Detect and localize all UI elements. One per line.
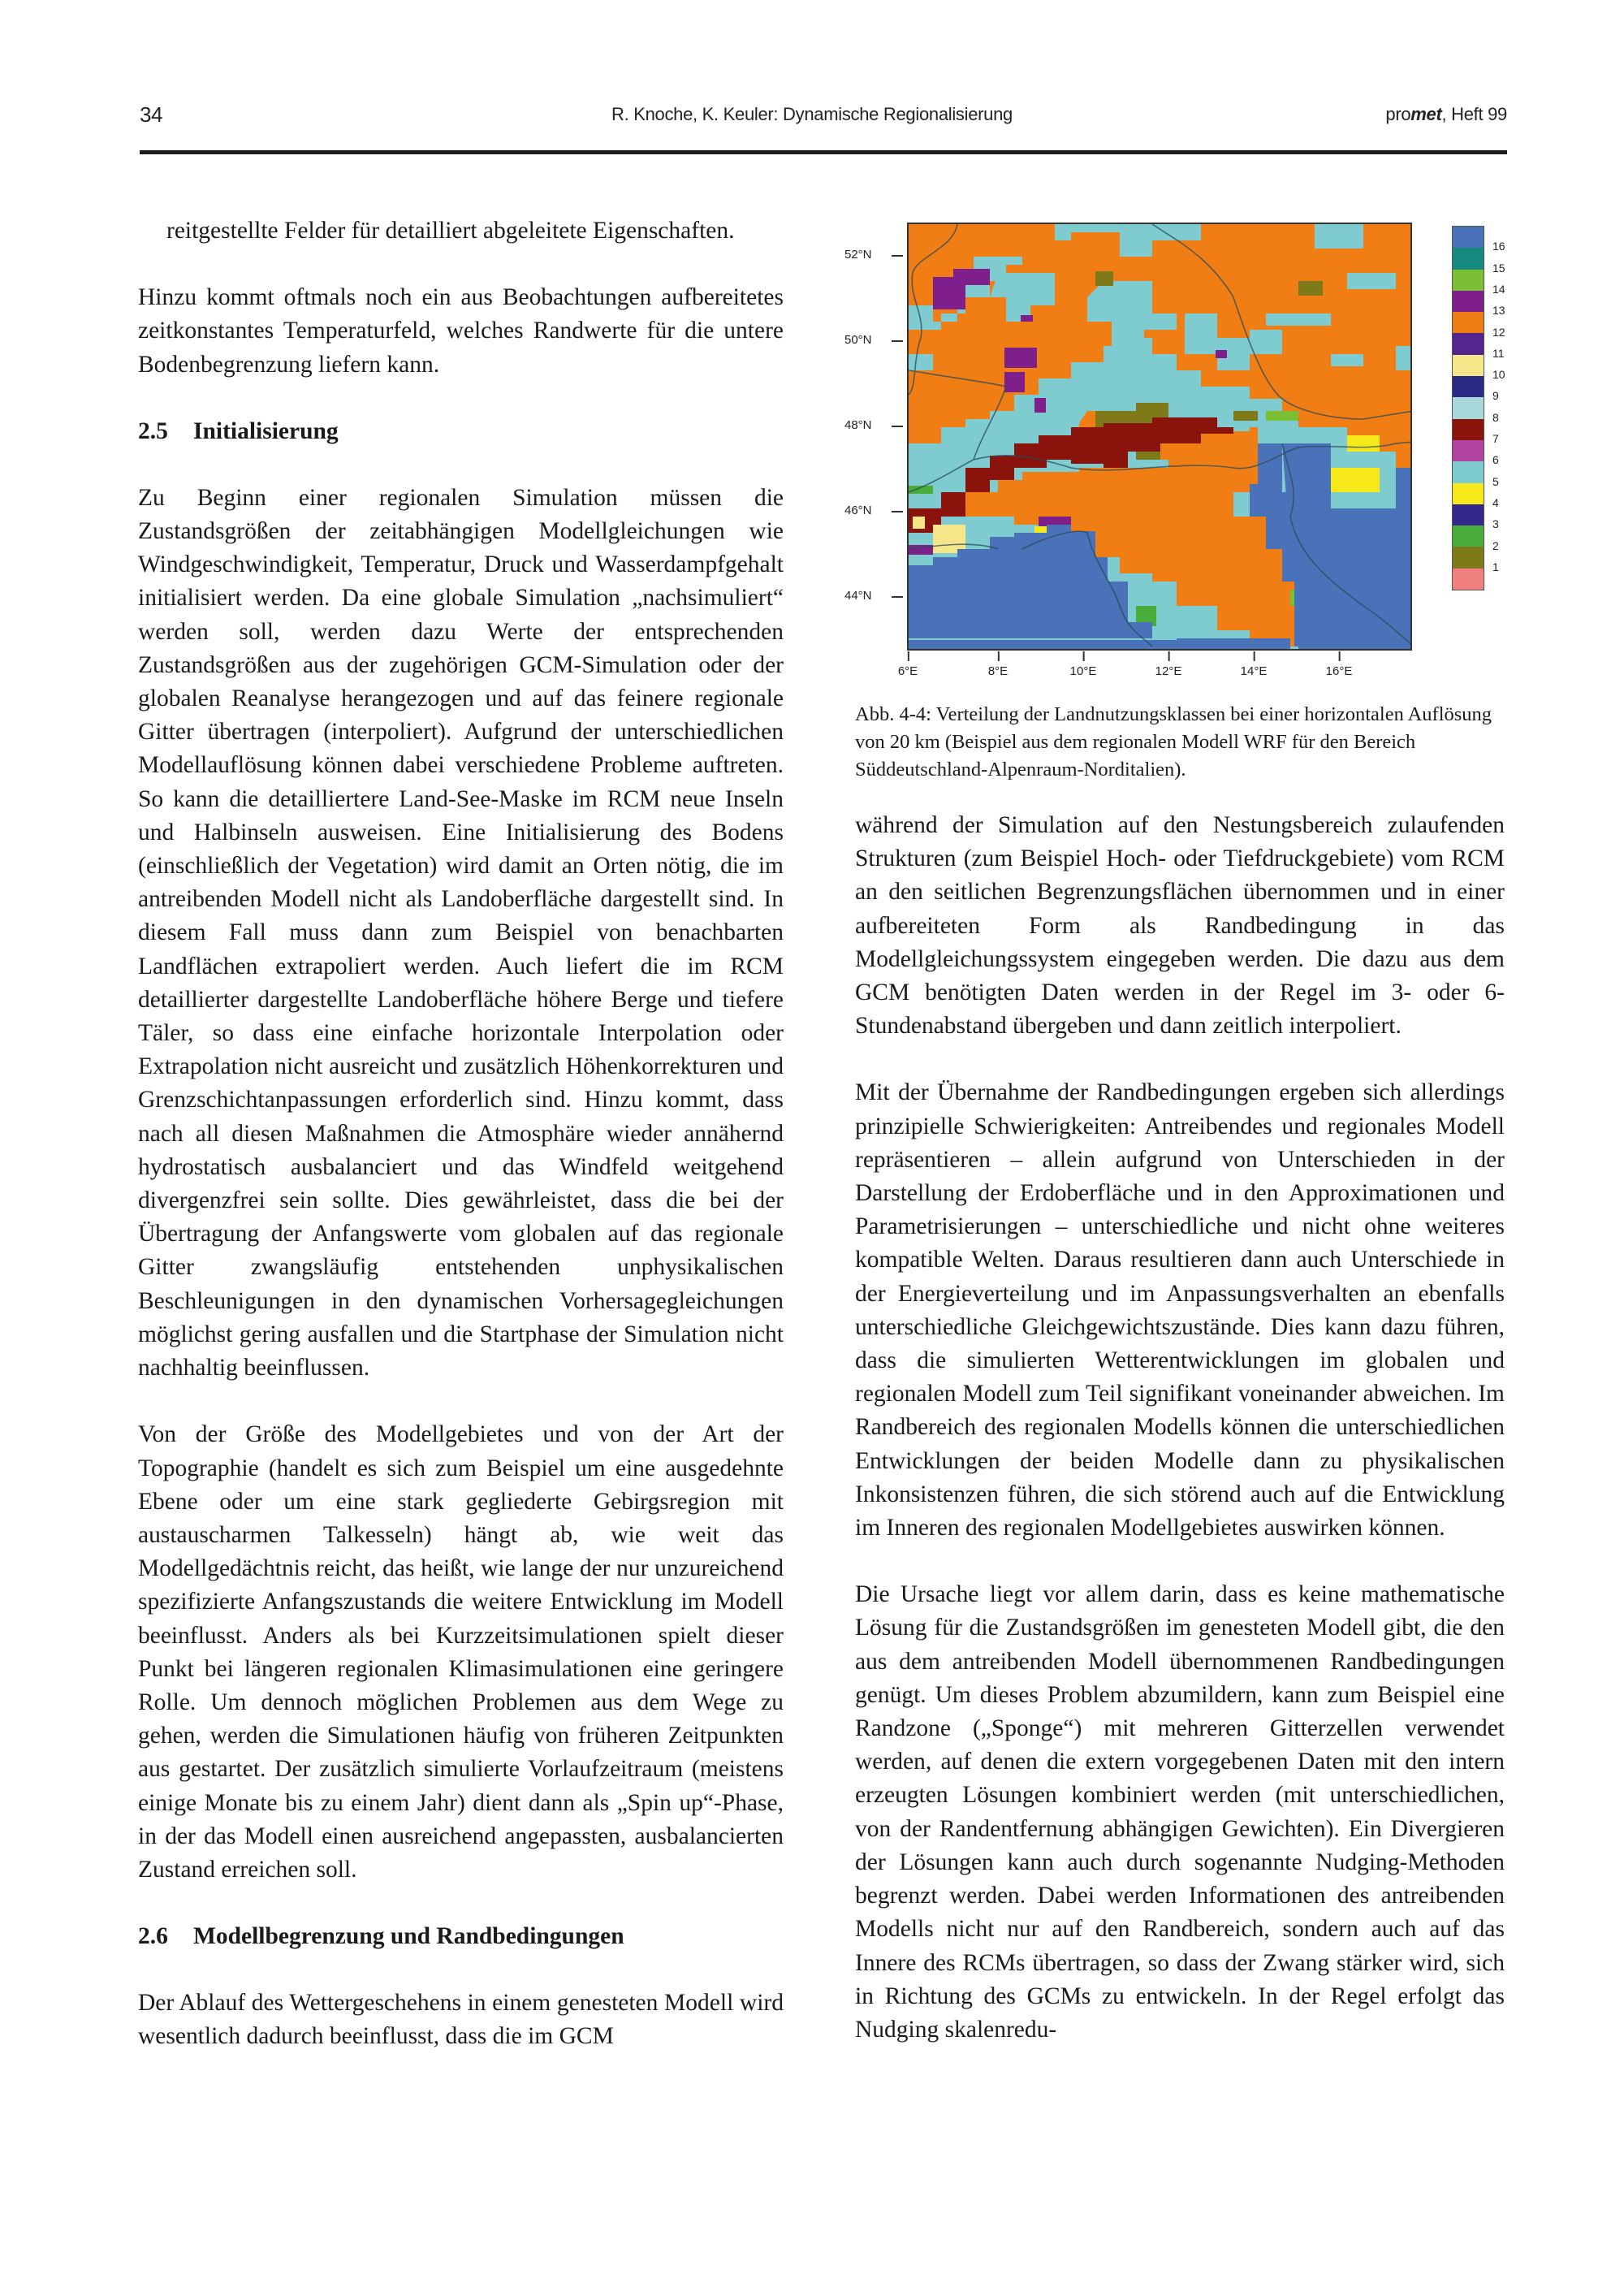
section-heading-2-6 xyxy=(138,1920,784,1953)
journal-bold: met xyxy=(1410,104,1442,124)
y-tick-label: 44°N xyxy=(844,589,872,603)
x-tick-label: 14°E xyxy=(1240,664,1268,678)
land-use-map xyxy=(907,223,1412,651)
legend-swatch xyxy=(1453,504,1484,525)
running-title: R. Knoche, K. Keuler: Dynamische Regionalisierung xyxy=(611,104,1013,124)
legend-swatch xyxy=(1453,227,1484,248)
y-tick-label: 52°N xyxy=(844,248,872,262)
y-tick-label: 46°N xyxy=(844,504,872,517)
legend-label: 11 xyxy=(1492,346,1505,360)
legend-label: 8 xyxy=(1492,410,1499,424)
y-tick-52n xyxy=(844,248,872,262)
x-tick-10e xyxy=(1070,664,1097,678)
legend-swatch xyxy=(1453,525,1484,547)
x-tick-8e xyxy=(988,664,1008,678)
paragraph-randbedingung-2: Mit der Übernahme der Randbedingungen ergeben sich allerdings prinzipielle Schwierigkeiten: Antreibendes und regionales Modell repräsentieren – allein aufgrund von Unterschieden in der Darstellung der Erdoberfläche und in den Approximationen und Parametrisierungen – unterschiedliche und nicht ohne weiteres kompatible Welten. Daraus resultieren dann auch Unterschiede in der Energieverteilung und im Anpassungsverhalten an ebenfalls unterschiedliche Gleichgewichtszustände. Dies kann dazu führen, dass die simulierten Wetterentwicklungen im globalen und regionalen Modell zum Teil signifikant voneinander abweichen. Im Randbereich des regionalen Modells können die unterschiedlichen Entwicklungen der beiden Modelle dann zu physikalischen Inkonsistenzen führen, die sich störend auch auf die Entwicklung im Inneren des regionalen Modellgebietes auswirken können. xyxy=(855,1079,1505,1541)
page-number: 34 xyxy=(140,102,163,127)
header-rule xyxy=(140,150,1507,154)
legend-swatch xyxy=(1453,419,1484,440)
legend-label: 3 xyxy=(1492,517,1499,531)
legend-swatch xyxy=(1453,461,1484,482)
paragraph-randbedingung-3: Die Ursache liegt vor allem darin, dass es keine mathematische Lösung für die Zustandsgrößen im genesteten Modell gibt, die den aus dem antreibenden Modell übernommenen Randbedingungen genügt. Um dieses Problem abzumildern, kann zum Beispiel eine Randzone („Sponge“) mit mehreren Gitterzellen verwendet werden, auf denen die extern vorgegebenen Daten mit den intern erzeugten Lösungen kombiniert werden (mit unterschiedlichen, von der Randentfernung abhängigen Gewichten). Ein Divergieren der Lösungen kann auch durch sogenannte Nudging-Methoden begrenzt werden. Dabei werden Informationen des antreibenden Modells nicht nur auf den Randbereich, sondern auch auf das Innere des RCMs übertragen, so dass der Zwang stärker wird, sich in Richtung des GCMs zu entwickeln. In der Regel erfolgt das Nudging skalenredu- xyxy=(855,1581,1505,2043)
intro-continuation: reitgestellte Felder für detailliert abgeleitete Eigenschaften. xyxy=(166,218,735,244)
section-title: Initialisierung xyxy=(193,417,339,444)
x-tick-label: 8°E xyxy=(987,664,1009,678)
right-column xyxy=(855,809,1505,2080)
legend-swatch xyxy=(1453,248,1484,269)
x-tick-12e xyxy=(1155,664,1182,678)
legend-label: 6 xyxy=(1492,453,1499,467)
legend-swatch xyxy=(1453,270,1484,291)
legend-swatch xyxy=(1453,312,1484,333)
paragraph-randbedingung-1: während der Simulation auf den Nestungsbereich zulaufenden Strukturen (zum Beispiel Hoch- oder Tiefdruckgebiete) vom RCM an den seitlichen Begrenzungsflächen übernommen und in einer aufbereiteten Form als Randbedingung in das Modellgleichungssystem eingegeben werden. Die dazu aus dem GCM benötigten Daten werden in der Regel im 3- oder 6-Stundenabstand übergeben und dann zeitlich interpoliert. xyxy=(855,812,1505,1040)
legend-label: 4 xyxy=(1492,495,1499,509)
legend-swatch xyxy=(1453,333,1484,354)
section-number: 2.5 xyxy=(138,417,168,444)
x-tick-6e xyxy=(898,664,918,678)
legend-label: 13 xyxy=(1492,304,1505,318)
legend-swatch xyxy=(1453,569,1484,590)
paragraph-modellbegrenzung-1: Der Ablauf des Wettergeschehens in einem genesteten Modell wird wesentlich dadurch beeinflusst, dass die im GCM xyxy=(138,1990,784,2050)
y-tick-48n xyxy=(844,418,872,432)
x-tick-label: 10°E xyxy=(1069,664,1097,678)
legend-label: 12 xyxy=(1492,325,1505,339)
legend-label: 15 xyxy=(1492,261,1505,275)
legend-label: 16 xyxy=(1492,240,1505,253)
legend-label: 2 xyxy=(1492,538,1499,552)
section-title: Modellbegrenzung und Randbedingungen xyxy=(193,1923,624,1950)
y-tick-44n xyxy=(844,589,872,603)
y-tick-46n xyxy=(844,504,872,517)
legend-label: 5 xyxy=(1492,474,1499,488)
paragraph-hinzu: Hinzu kommt oftmals noch ein aus Beobachtungen aufbereitetes zeitkonstantes Temperaturfeld, welches Randwerte für die untere Bodenbegrenzung liefern kann. xyxy=(138,284,784,378)
y-tick-50n xyxy=(844,333,872,347)
paragraph-initialisierung-1: Zu Beginn einer regionalen Simulation müssen die Zustandsgrößen der zeitabhängigen Modellgleichungen wie Windgeschwindigkeit, Temperatur, Druck und Wasserdampfgehalt initialisiert werden. Da eine globale Simulation „nachsimuliert“ werden soll, werden dazu Werte der entsprechenden Zustandsgrößen aus der zugehörigen GCM-Simulation oder der globalen Reanalyse herangezogen und auf das feinere regionale Gitter übertragen (interpoliert). Aufgrund der unterschiedlichen Modellauflösung können dabei verschiedene Probleme auftreten. So kann die detailliertere Land-See-Maske im RCM neue Inseln und Halbinseln ausweisen. Eine Initialisierung des Bodens (einschließlich der Vegetation) wird damit an Orten nötig, die im antreibenden Modell nicht als Landoberfläche dargestellt sind. In diesem Fall muss dann zum Beispiel von benachbarten Landflächen extrapoliert werden. Auch liefert die im RCM detaillierter dargestellte Landoberfläche höhere Berge und tiefere Täler, so dass eine einfache horizontale Interpolation oder Extrapolation nicht ausreicht und zusätzlich Höhenkorrekturen und Grenzschichtanpassungen erforderlich sind. Hinzu kommt, dass nach all diesen Maßnahmen die Atmosphäre wieder annähernd hydrostatisch ausbalanciert und das Windfeld weitgehend divergenzfrei sein sollte. Dies gewährleistet, dass die bei der Übertragung der Anfangswerte vom globalen auf das regionale Gitter zwangsläufig entstehenden unphysikalischen Beschleunigungen in den dynamischen Vorhersagegleichungen möglichst gering ausfallen und die Startphase der Simulation nicht nachhaltig beeinflussen. xyxy=(138,484,784,1381)
section-heading-2-5 xyxy=(138,415,784,448)
x-tick-label: 6°E xyxy=(897,664,918,678)
legend-swatch xyxy=(1453,483,1484,504)
figure-caption: Abb. 4-4: Verteilung der Landnutzungsklassen bei einer horizontalen Auflösung von 20 km (Beispiel aus dem regionalen Modell WRF für den Bereich Süddeutschland-Alpenraum-Norditalien). xyxy=(855,703,1492,780)
x-tick-16e xyxy=(1326,664,1353,678)
land-use-legend-colorbar xyxy=(1452,226,1484,590)
legend-swatch xyxy=(1453,440,1484,461)
paragraph-initialisierung-2: Von der Größe des Modellgebietes und von der Art der Topographie (handelt es sich zum Beispiel um eine ausgedehnte Ebene oder um eine stark gegliederte Gebirgsregion mit austauscharmen Talkesseln) hängt ab, wie weit das Modellgedächtnis reicht, das heißt, wie lange der nur unzureichend spezifizierte Anfangszustands die weitere Entwicklung im Modell beeinflusst. Anders als bei Kurzzeitsimulationen spielt dieser Punkt bei längeren regionalen Klimasimulationen eine geringere Rolle. Um dennoch möglichen Problemen aus dem Wege zu gehen, werden die Simulationen häufig von früheren Zeitpunkten aus gestartet. Der zusätzlich simulierte Vorlaufzeitraum (meistens einige Monate bis zu einem Jahr) dient dann als „Spin up“-Phase, in der das Modell einen ausreichend angepassten, ausbalancierten Zustand erreichen soll. xyxy=(138,1421,784,1883)
legend-swatch xyxy=(1453,291,1484,312)
legend-swatch xyxy=(1453,355,1484,376)
y-tick-label: 50°N xyxy=(844,333,872,347)
x-tick-14e xyxy=(1241,664,1268,678)
legend-label: 14 xyxy=(1492,282,1505,296)
legend-swatch xyxy=(1453,376,1484,397)
y-tick-label: 48°N xyxy=(844,418,872,432)
land-use-grid xyxy=(909,224,1412,651)
journal-prefix: pro xyxy=(1385,104,1411,124)
left-column xyxy=(138,214,784,2087)
legend-swatch xyxy=(1453,397,1484,418)
legend-label: 7 xyxy=(1492,432,1499,445)
legend-label: 10 xyxy=(1492,368,1505,382)
x-tick-label: 16°E xyxy=(1325,664,1353,678)
legend-label: 9 xyxy=(1492,389,1499,403)
journal-issue xyxy=(1385,104,1507,125)
legend-swatch xyxy=(1453,547,1484,568)
legend-label: 1 xyxy=(1492,560,1499,573)
section-number: 2.6 xyxy=(138,1923,168,1950)
x-tick-label: 12°E xyxy=(1155,664,1182,678)
land-use-map-figure xyxy=(844,211,1543,698)
journal-suffix: , Heft 99 xyxy=(1441,104,1507,124)
